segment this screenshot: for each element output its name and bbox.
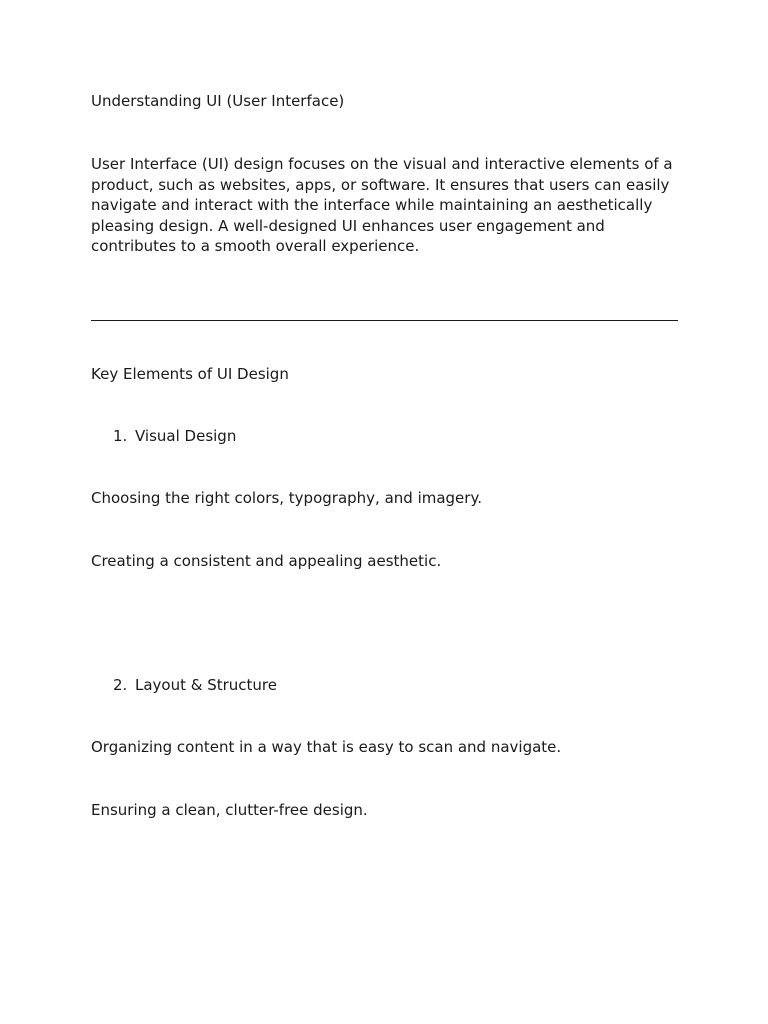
list-item-label: Layout & Structure xyxy=(135,676,278,694)
visual-design-point-2: Creating a consistent and appealing aesthetic. xyxy=(91,552,442,570)
visual-design-point-1: Choosing the right colors, typography, and imagery. xyxy=(91,489,482,507)
layout-structure-point-2: Ensuring a clean, clutter-free design. xyxy=(91,801,368,819)
list-item-number: 1. xyxy=(113,427,128,445)
section-heading: Key Elements of UI Design xyxy=(91,365,289,383)
document-title: Understanding UI (User Interface) xyxy=(91,92,345,110)
list-item-visual-design xyxy=(113,426,236,447)
horizontal-divider xyxy=(91,320,678,321)
list-item-label: Visual Design xyxy=(135,427,237,445)
intro-paragraph: User Interface (UI) design focuses on the visual and interactive elements of a product, such as websites, apps, or software. It ensures that users can easily navigate and interact with the interface while maintaining an aesthetically pleasing design. A well-designed UI enhances user engagement and contributes to a smooth overall experience. xyxy=(91,155,673,256)
layout-structure-point-1: Organizing content in a way that is easy to scan and navigate. xyxy=(91,738,562,756)
list-item-number: 2. xyxy=(113,676,128,694)
list-item-layout-structure xyxy=(113,675,277,696)
